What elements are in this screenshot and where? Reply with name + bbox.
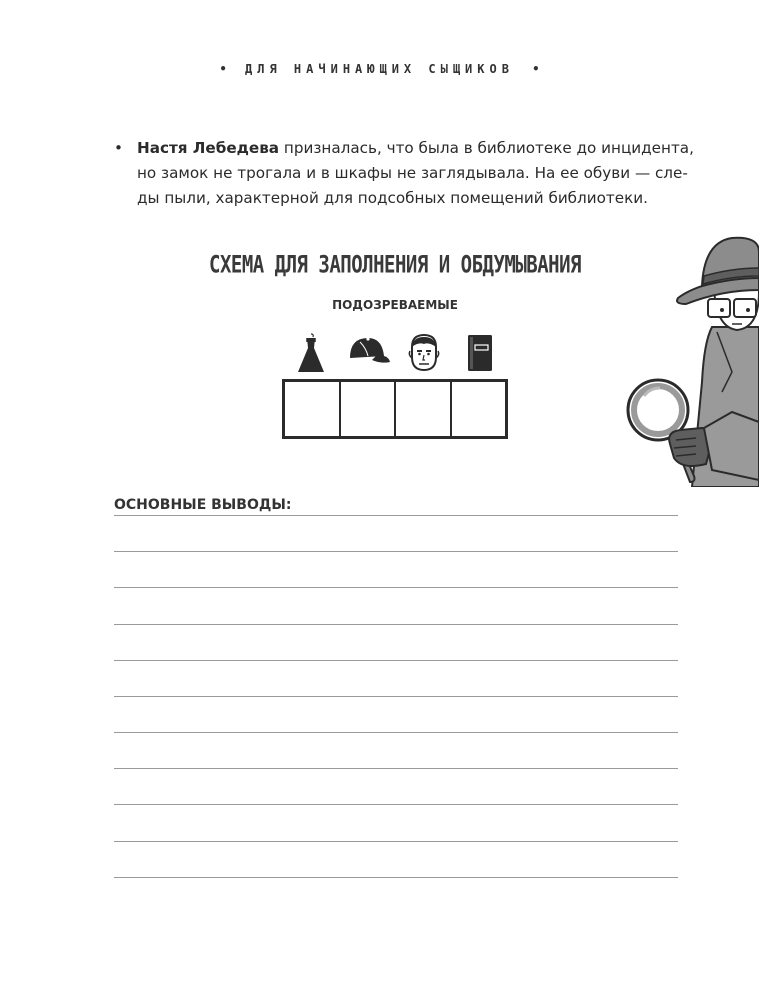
bullet: • [114, 139, 123, 157]
grid-cell[interactable] [452, 382, 506, 436]
writing-line [114, 804, 678, 805]
writing-line [114, 732, 678, 733]
book-icon [465, 333, 495, 377]
running-head-text: ДЛЯ НАЧИНАЮЩИХ СЫЩИКОВ [245, 62, 514, 76]
grid-cell[interactable] [396, 382, 452, 436]
running-head-dot-right: • [532, 62, 540, 76]
writing-line [114, 768, 678, 769]
grid-cell[interactable] [285, 382, 341, 436]
writing-line [114, 841, 678, 842]
writing-line [114, 660, 678, 661]
writing-line [114, 515, 678, 516]
writing-line [114, 624, 678, 625]
scheme-title: СХЕМА ДЛЯ ЗАПОЛНЕНИЯ И ОБДУМЫВАНИЯ [209, 251, 581, 279]
evidence-paragraph [114, 136, 694, 211]
conclusions-label: ОСНОВНЫЕ ВЫВОДЫ: [114, 497, 292, 513]
running-head-dot-left: • [219, 62, 227, 76]
cap-icon [346, 334, 392, 374]
paragraph-line-2: но замок не трогала и в шкафы не заглядывала. На ее обуви — сле- [137, 164, 688, 182]
grid-cell[interactable] [341, 382, 397, 436]
running-head [0, 62, 759, 76]
paragraph-line-3: ды пыли, характерной для подсобных помещений библиотеки. [137, 189, 648, 207]
writing-line [114, 551, 678, 552]
writing-line [114, 877, 678, 878]
man-face-icon [407, 333, 441, 377]
writing-line [114, 696, 678, 697]
paragraph-line-1-rest: призналась, что была в библиотеке до инцидента, [279, 139, 694, 157]
suspects-label: ПОДОЗРЕВАЕМЫЕ [332, 298, 458, 312]
paragraph-line-1 [114, 136, 694, 161]
writing-line [114, 587, 678, 588]
dress-icon [296, 332, 326, 378]
suspects-grid [282, 379, 508, 439]
suspect-name: Настя Лебедева [137, 139, 280, 157]
detective-with-magnifier-icon [622, 232, 759, 491]
